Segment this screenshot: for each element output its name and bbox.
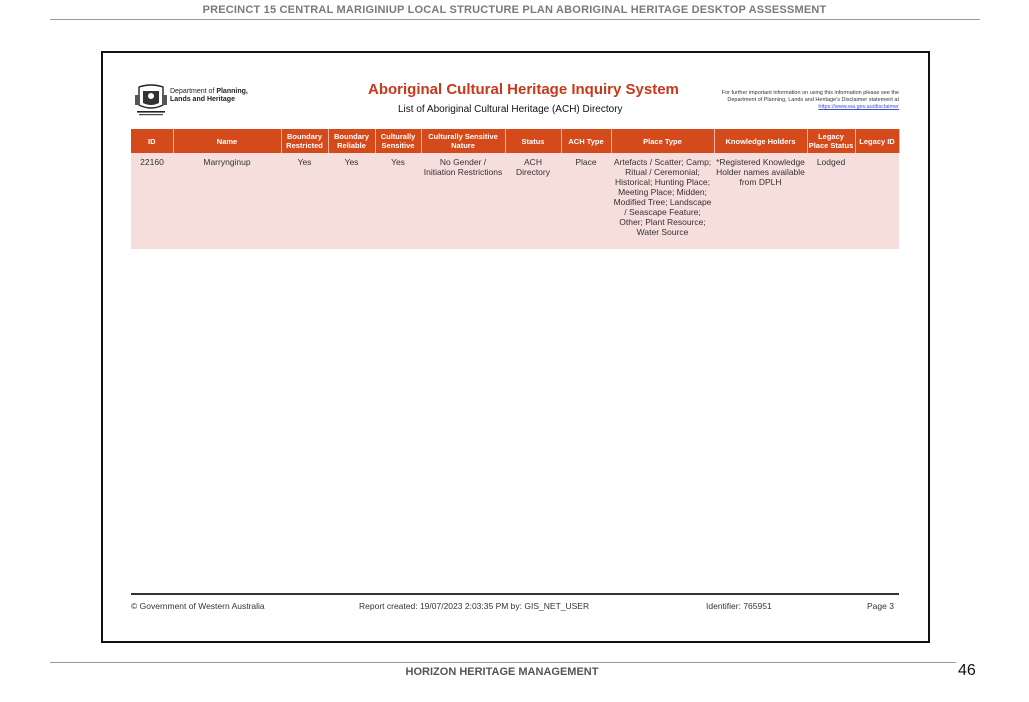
table-row bbox=[131, 153, 899, 249]
report-footer-rule bbox=[131, 593, 899, 595]
footer-rule bbox=[50, 662, 956, 663]
column-header-legacy-id: Legacy ID bbox=[855, 129, 899, 153]
document-header: PRECINCT 15 CENTRAL MARIGINIUP LOCAL STRUCTURE PLAN ABORIGINAL HERITAGE DESKTOP ASSESSMENT bbox=[202, 4, 827, 16]
cell-status: ACH Directory bbox=[505, 153, 561, 249]
column-header-culturally-sensitive-nature: Culturally Sensitive Nature bbox=[421, 129, 505, 153]
cell-legacy-place-status: Lodged bbox=[807, 153, 855, 249]
cell-id: 22160 bbox=[131, 153, 173, 249]
ach-directory-table bbox=[131, 129, 900, 249]
cell-boundary-reliable: Yes bbox=[328, 153, 375, 249]
cell-knowledge-holders: *Registered Knowledge Holder names available from DPLH bbox=[714, 153, 807, 249]
report-created: Report created: 19/07/2023 2:03:35 PM by: GIS_NET_USER bbox=[359, 601, 590, 611]
column-header-boundary-restricted: Boundary Restricted bbox=[281, 129, 328, 153]
report-subtitle: List of Aboriginal Cultural Heritage (ACH) Directory bbox=[398, 104, 623, 115]
column-header-culturally-sensitive: Culturally Sensitive bbox=[375, 129, 421, 153]
cell-legacy-id bbox=[855, 153, 899, 249]
page-number: 46 bbox=[958, 662, 976, 679]
column-header-status: Status bbox=[505, 129, 561, 153]
column-header-boundary-reliable: Boundary Reliable bbox=[328, 129, 375, 153]
column-header-ach-type: ACH Type bbox=[561, 129, 611, 153]
cell-culturally-sensitive-nature: No Gender / Initiation Restrictions bbox=[421, 153, 505, 249]
disclaimer-text: For further important information on using this information please see the Department of Planning, Lands and Heritage's Disclaimer statement at bbox=[721, 90, 899, 103]
column-header-name: Name bbox=[173, 129, 281, 153]
report-copyright: © Government of Western Australia bbox=[131, 601, 265, 611]
cell-ach-type: Place bbox=[561, 153, 611, 249]
report-frame bbox=[101, 51, 930, 643]
department-name bbox=[170, 88, 248, 104]
column-header-legacy-place-status: Legacy Place Status bbox=[807, 129, 855, 153]
column-header-id: ID bbox=[131, 129, 173, 153]
report-page: Page 3 bbox=[867, 601, 894, 611]
cell-place-type: Artefacts / Scatter; Camp; Ritual / Ceremonial; Historical; Hunting Place; Meeting Place; Midden; Modified Tree; Landscape / Seascape Feature; Other; Plant Resource; Water Source bbox=[611, 153, 714, 249]
column-header-knowledge-holders: Knowledge Holders bbox=[714, 129, 807, 153]
wa-crest-logo-icon bbox=[133, 83, 169, 119]
system-title: Aboriginal Cultural Heritage Inquiry System bbox=[368, 81, 679, 98]
header-rule bbox=[50, 19, 980, 20]
column-header-place-type: Place Type bbox=[611, 129, 714, 153]
table-header-row bbox=[131, 129, 899, 153]
report-identifier: Identifier: 765951 bbox=[706, 601, 772, 611]
document-footer: HORIZON HERITAGE MANAGEMENT bbox=[405, 666, 599, 678]
cell-boundary-restricted: Yes bbox=[281, 153, 328, 249]
disclaimer-link[interactable]: https://www.wa.gov.au/disclaimer bbox=[818, 104, 899, 110]
department-line1-prefix: Department of bbox=[170, 88, 217, 95]
department-line1-bold: Planning, bbox=[216, 88, 248, 95]
cell-culturally-sensitive: Yes bbox=[375, 153, 421, 249]
disclaimer bbox=[703, 90, 899, 111]
cell-name: Marrynginup bbox=[173, 153, 281, 249]
department-line2: Lands and Heritage bbox=[170, 96, 235, 103]
